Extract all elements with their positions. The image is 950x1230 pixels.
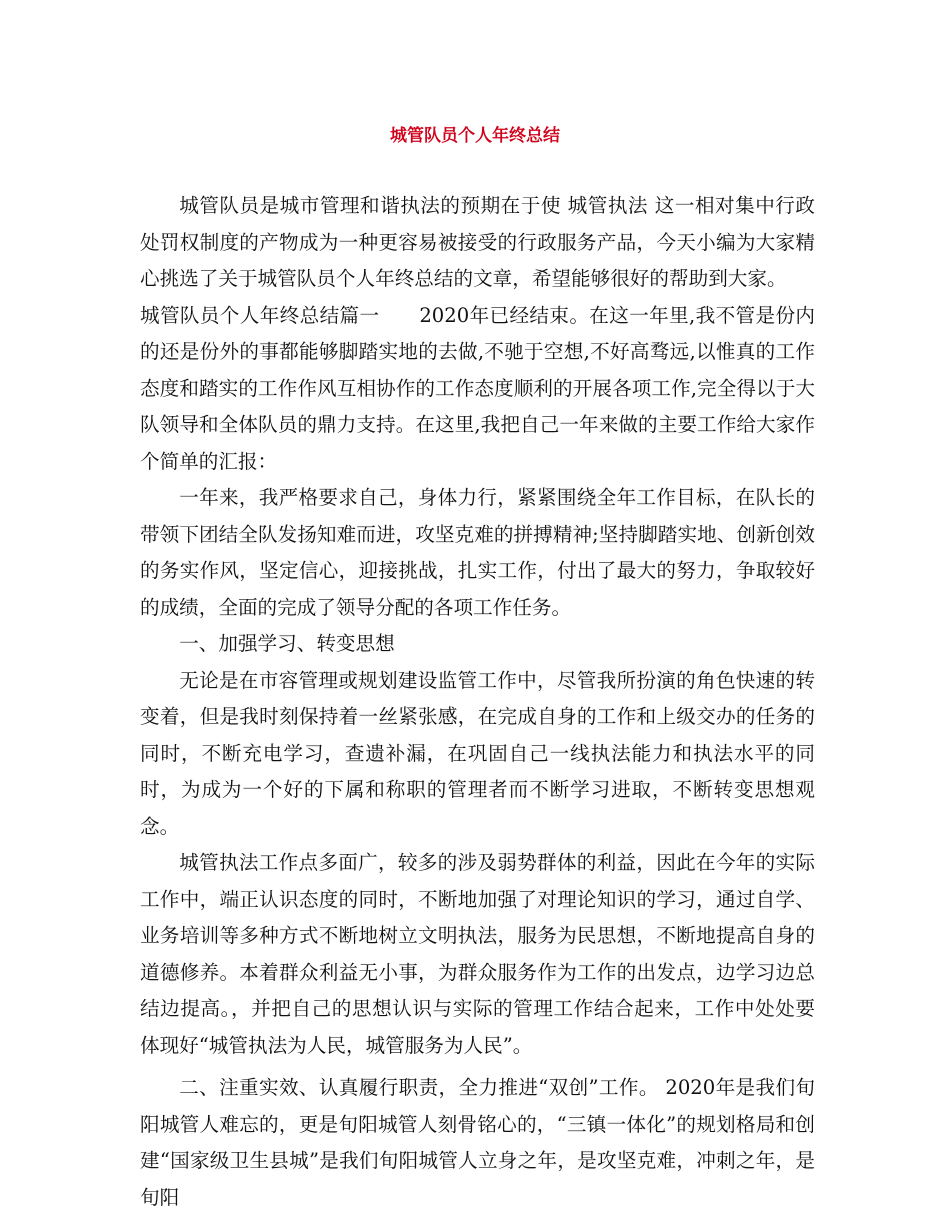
document-title: 城管队员个人年终总结 (390, 126, 560, 146)
section-heading-study: 一、加强学习、转变思想 (179, 632, 395, 655)
section-heading-duties-paragraph: 二、注重实效、认真履行职责，全力推进“双创”工作。 2020年是我们旬阳城管人难忘的，更是旬阳城管人刻骨铭心的，“三镇一体化”的规划格局和创建“国家级卫生县城”是我们旬阳城管人立身之年，是攻坚克难，冲刺之年，是旬阳 (140, 1076, 815, 1209)
year-summary-paragraph: 一年来，我严格要求自己，身体力行，紧紧围绕全年工作目标，在队长的带领下团结全队发扬知难而进，攻坚克难的拼搏精神;坚持脚踏实地、创新创效的务实作风，坚定信心，迎接挑战，扎实工作，付出了最大的努力，争取较好的成绩，全面的完成了领导分配的各项工作任务。 (140, 486, 815, 619)
document-body (140, 188, 815, 1216)
study-paragraph-2: 城管执法工作点多面广，较多的涉及弱势群体的利益，因此在今年的实际工作中，端正认识态度的同时，不断地加强了对理论知识的学习，通过自学、业务培训等多种方式不断地树立文明执法，服务为民思想，不断地提高自身的道德修养。本着群众利益无小事，为群众服务作为工作的出发点，边学习边总结边提高。，并把自己的思想认识与实际的管理工作结合起来，工作中处处要体现好“城管执法为人民，城管服务为人民”。 (140, 851, 815, 1057)
article-one-opening-paragraph: 城管队员个人年终总结篇一 2020年已经结束。在这一年里,我不管是份内的还是份外的事都能够脚踏实地的去做,不驰于空想,不好高骛远,以惟真的工作态度和踏实的工作作风互相协作的工作态度顺利的开展各项工作,完全得以于大队领导和全体队员的鼎力支持。在这里,我把自己一年来做的主要工作给大家作个简单的汇报： (140, 303, 815, 473)
intro-paragraph: 城管队员是城市管理和谐执法的预期在于使 城管执法 这一相对集中行政处罚权制度的产物成为一种更容易被接受的行政服务产品，今天小编为大家精心挑选了关于城管队员个人年终总结的文章，希望能够很好的帮助到大家。 (140, 194, 815, 290)
study-paragraph-1: 无论是在市容管理或规划建设监管工作中，尽管我所扮演的角色快速的转变着，但是我时刻保持着一丝紧张感，在完成自身的工作和上级交办的任务的同时，不断充电学习，查遗补漏，在巩固自己一线执法能力和执法水平的同时，为成为一个好的下属和称职的管理者而不断学习进取，不断转变思想观念。 (140, 668, 815, 838)
